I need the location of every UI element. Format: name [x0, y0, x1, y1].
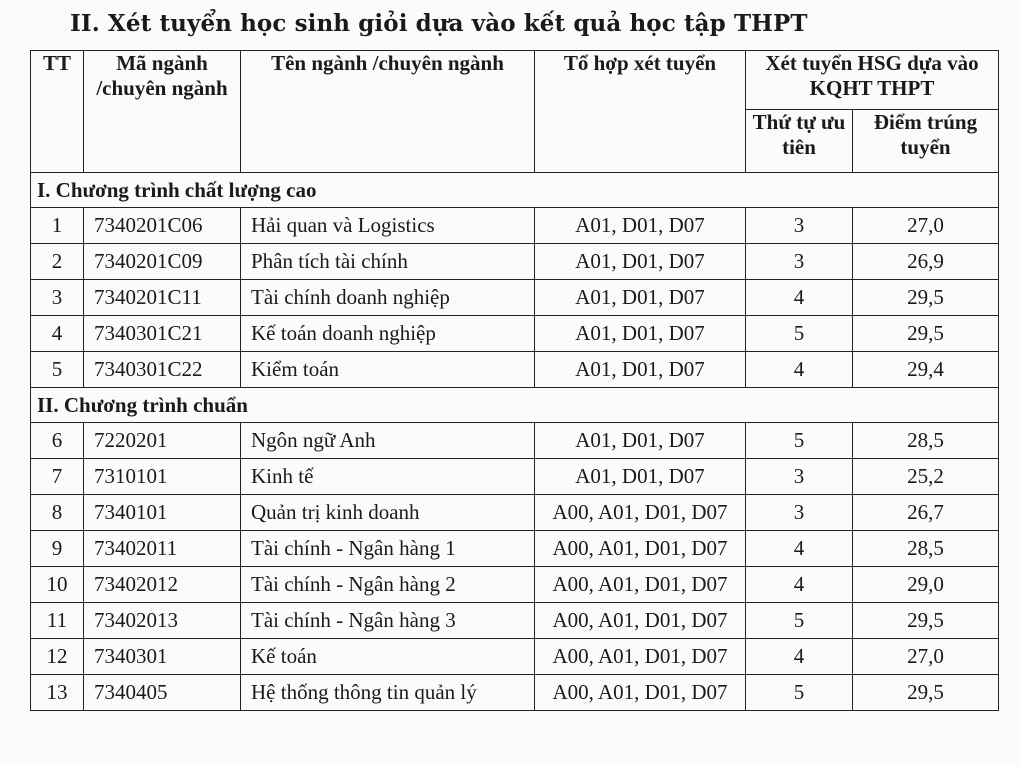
header-priority: Thứ tự ưu tiên — [746, 110, 853, 173]
cell-combo: A00, A01, D01, D07 — [535, 495, 746, 531]
cell-combo: A00, A01, D01, D07 — [535, 603, 746, 639]
table-row — [31, 280, 999, 316]
cell-tt: 7 — [31, 459, 84, 495]
cell-priority: 4 — [746, 639, 853, 675]
cell-combo: A01, D01, D07 — [535, 280, 746, 316]
cell-name: Tài chính - Ngân hàng 3 — [241, 603, 535, 639]
cell-score: 29,5 — [853, 316, 999, 352]
cell-priority: 4 — [746, 280, 853, 316]
cell-combo: A01, D01, D07 — [535, 208, 746, 244]
cell-code: 7340101 — [84, 495, 241, 531]
cell-priority: 3 — [746, 495, 853, 531]
cell-name: Ngôn ngữ Anh — [241, 423, 535, 459]
table-row — [31, 639, 999, 675]
cell-tt: 2 — [31, 244, 84, 280]
section-title: I. Chương trình chất lượng cao — [31, 173, 999, 208]
header-tt: TT — [31, 51, 84, 173]
cell-combo: A01, D01, D07 — [535, 316, 746, 352]
cell-tt: 6 — [31, 423, 84, 459]
cell-code: 7340301C22 — [84, 352, 241, 388]
cell-code: 7340201C11 — [84, 280, 241, 316]
cell-name: Kinh tế — [241, 459, 535, 495]
cell-priority: 3 — [746, 459, 853, 495]
cell-tt: 13 — [31, 675, 84, 711]
cell-name: Kiểm toán — [241, 352, 535, 388]
cell-score: 29,5 — [853, 603, 999, 639]
header-combo: Tổ hợp xét tuyển — [535, 51, 746, 173]
cell-score: 29,0 — [853, 567, 999, 603]
cell-code: 73402012 — [84, 567, 241, 603]
cell-score: 27,0 — [853, 208, 999, 244]
cell-name: Hải quan và Logistics — [241, 208, 535, 244]
cell-combo: A00, A01, D01, D07 — [535, 531, 746, 567]
cell-code: 7340201C06 — [84, 208, 241, 244]
cell-tt: 4 — [31, 316, 84, 352]
cell-score: 29,4 — [853, 352, 999, 388]
table-body — [31, 173, 999, 711]
cell-priority: 5 — [746, 316, 853, 352]
cell-name: Tài chính doanh nghiệp — [241, 280, 535, 316]
cell-score: 25,2 — [853, 459, 999, 495]
cell-combo: A01, D01, D07 — [535, 352, 746, 388]
cell-code: 73402011 — [84, 531, 241, 567]
admission-table — [30, 50, 999, 711]
cell-code: 7340301 — [84, 639, 241, 675]
cell-combo: A01, D01, D07 — [535, 244, 746, 280]
table-row — [31, 459, 999, 495]
table-row — [31, 495, 999, 531]
cell-tt: 9 — [31, 531, 84, 567]
cell-name: Kế toán doanh nghiệp — [241, 316, 535, 352]
cell-priority: 5 — [746, 675, 853, 711]
header-name: Tên ngành /chuyên ngành — [241, 51, 535, 173]
cell-score: 29,5 — [853, 280, 999, 316]
cell-combo: A00, A01, D01, D07 — [535, 675, 746, 711]
table-row — [31, 316, 999, 352]
cell-priority: 4 — [746, 531, 853, 567]
cell-code: 7340201C09 — [84, 244, 241, 280]
section-title: II. Chương trình chuẩn — [31, 388, 999, 423]
cell-code: 7340301C21 — [84, 316, 241, 352]
table-row — [31, 244, 999, 280]
cell-priority: 4 — [746, 352, 853, 388]
table-row — [31, 675, 999, 711]
cell-tt: 10 — [31, 567, 84, 603]
cell-tt: 1 — [31, 208, 84, 244]
header-code: Mã ngành /chuyên ngành — [84, 51, 241, 173]
cell-name: Quản trị kinh doanh — [241, 495, 535, 531]
cell-code: 7310101 — [84, 459, 241, 495]
cell-priority: 4 — [746, 567, 853, 603]
section-row — [31, 388, 999, 423]
header-group: Xét tuyển HSG dựa vào KQHT THPT — [746, 51, 999, 110]
cell-code: 73402013 — [84, 603, 241, 639]
table-row — [31, 603, 999, 639]
cell-score: 26,9 — [853, 244, 999, 280]
cell-combo: A01, D01, D07 — [535, 459, 746, 495]
cell-score: 26,7 — [853, 495, 999, 531]
cell-name: Kế toán — [241, 639, 535, 675]
cell-priority: 3 — [746, 244, 853, 280]
table-row — [31, 208, 999, 244]
cell-score: 28,5 — [853, 531, 999, 567]
page-title: II. Xét tuyển học sinh giỏi dựa vào kết quả học tập THPT — [70, 10, 808, 37]
table-row — [31, 531, 999, 567]
cell-tt: 11 — [31, 603, 84, 639]
cell-score: 27,0 — [853, 639, 999, 675]
table-row — [31, 423, 999, 459]
cell-combo: A01, D01, D07 — [535, 423, 746, 459]
cell-name: Phân tích tài chính — [241, 244, 535, 280]
cell-name: Tài chính - Ngân hàng 2 — [241, 567, 535, 603]
cell-priority: 3 — [746, 208, 853, 244]
cell-code: 7340405 — [84, 675, 241, 711]
cell-name: Tài chính - Ngân hàng 1 — [241, 531, 535, 567]
cell-priority: 5 — [746, 423, 853, 459]
cell-name: Hệ thống thông tin quản lý — [241, 675, 535, 711]
cell-tt: 3 — [31, 280, 84, 316]
table-row — [31, 352, 999, 388]
cell-priority: 5 — [746, 603, 853, 639]
section-row — [31, 173, 999, 208]
cell-score: 28,5 — [853, 423, 999, 459]
header-score: Điểm trúng tuyển — [853, 110, 999, 173]
cell-tt: 12 — [31, 639, 84, 675]
cell-tt: 8 — [31, 495, 84, 531]
cell-code: 7220201 — [84, 423, 241, 459]
cell-combo: A00, A01, D01, D07 — [535, 639, 746, 675]
cell-tt: 5 — [31, 352, 84, 388]
cell-combo: A00, A01, D01, D07 — [535, 567, 746, 603]
header-row — [31, 51, 999, 110]
table-row — [31, 567, 999, 603]
cell-score: 29,5 — [853, 675, 999, 711]
